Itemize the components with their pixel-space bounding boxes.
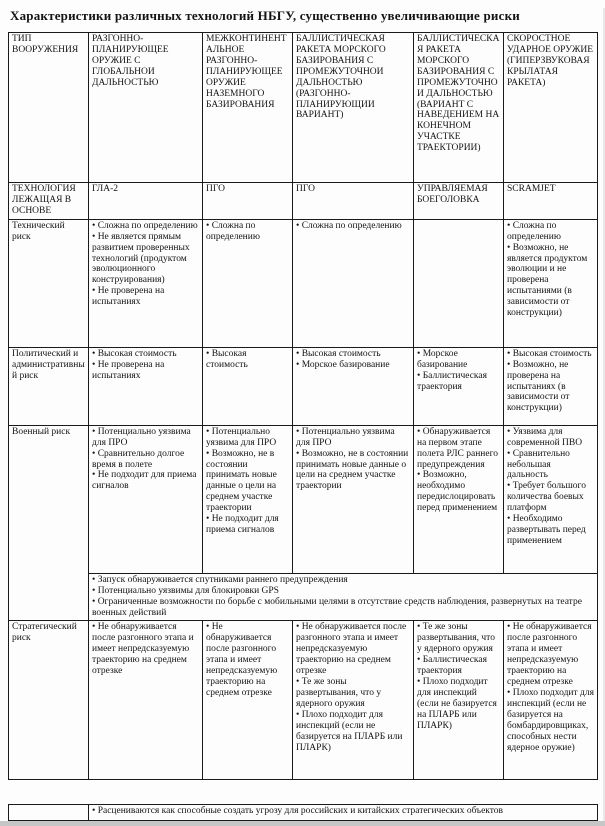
cell-technical-risk-2	[203, 219, 293, 347]
footer-note-cell	[89, 805, 598, 821]
strategic-risk-row	[9, 621, 598, 780]
bullet-item: • Необходимо развертывать перед применением	[507, 514, 586, 546]
technical-risk-row	[9, 219, 598, 347]
bullet-item: • Высокая стоимость	[92, 348, 177, 359]
political-risk-row	[9, 347, 598, 425]
cell-strategic-risk-3	[293, 621, 414, 780]
bullet-item: • Высокая стоимость	[296, 348, 381, 359]
page-bottom-edge	[0, 821, 605, 826]
bullet-item: • Возможно, не является продуктом эволюции и не проверена испытаниями (в зависимости от конструкции)	[507, 242, 588, 319]
bullet-item: • Потенциально уязвима для ПРО	[206, 426, 277, 448]
cell-political-risk-3	[293, 347, 414, 425]
row-label-strategic-risk: Стратегический риск	[9, 621, 89, 780]
bullet-item: • Плохо подходит для инспекций (если не базируется на бомбардировщиках, способных нести ядерное оружие)	[507, 687, 594, 753]
bullet-item: • Потенциально уязвима для ПРО	[296, 426, 395, 448]
bullet-item: • Не обнаруживается после разгонного этапа и имеет непредсказуемую траекторию на среднем отрезке	[507, 622, 592, 688]
footer-note-row	[9, 805, 598, 821]
bullet-item: • Сравнительно небольшая дальность	[507, 448, 570, 481]
bullet-item: • Баллистическая траектория	[417, 370, 487, 392]
cell-strategic-risk-5	[504, 621, 598, 780]
military-risk-shared-row	[9, 573, 598, 621]
cell-technology-1: ГЛА-2	[89, 183, 203, 220]
bullet-item: • Потенциально уязвимы для блокировки GPS	[92, 585, 279, 596]
bullet-item: • Высокая стоимость	[507, 348, 592, 359]
bullet-item: • Сравнительно долгое время в полете	[92, 448, 185, 470]
cell-military-risk-4	[414, 425, 504, 573]
bullet-item: • Не обнаруживается после разгонного этапа и имеет непредсказуемую траекторию на среднем отрезке	[296, 622, 407, 677]
row-label-technical-risk: Технический риск	[9, 219, 89, 347]
cell-technical-risk-5	[504, 219, 598, 347]
footer-empty-cell	[9, 805, 89, 821]
bullet-item: • Сложна по определению	[206, 220, 260, 242]
row-label-technology: ТЕХНОЛОГИЯ ЛЕЖАЩАЯ В ОСНОВЕ	[9, 183, 89, 220]
cell-military-risk-3	[293, 425, 414, 573]
bullet-item: • Возможно, необходимо передислоцировать перед применением	[417, 470, 498, 514]
bullet-item: • Уязвима для современной ПВО	[507, 426, 583, 448]
bullet-item: • Баллистическая траектория	[417, 655, 487, 677]
cell-political-risk-2	[203, 347, 293, 425]
bullet-item: • Не проверена на испытаниях	[92, 286, 165, 308]
cell-technical-risk-1	[89, 219, 203, 347]
bullet-item: • Морское базирование	[417, 348, 468, 370]
cell-technology-4: УПРАВЛЯЕМАЯ БОЕГОЛОВКА	[414, 183, 504, 220]
row-label-political-risk: Политический и административный риск	[9, 347, 89, 425]
bullet-item: • Плохо подходит для инспекций (если не базируется на ПЛАРБ или ПЛАРК)	[296, 709, 403, 753]
bullet-item: • Возможно, не проверена на испытаниях (в зависимости от конструкции)	[507, 359, 570, 414]
cell-strategic-risk-4	[414, 621, 504, 780]
risk-characteristics-table	[8, 32, 598, 780]
bullet-item: • Те же зоны развертывания, что у ядерного оружия	[296, 677, 382, 709]
bullet-item: • Запуск обнаруживается спутниками раннего предупреждения	[92, 574, 348, 585]
bullet-item: • Расцениваются как способные создать угрозу для российских и китайских стратегических объектов	[92, 806, 504, 816]
bullet-item: • Обнаруживается на первом этапе полета РЛС раннего предупреждения	[417, 426, 499, 470]
bullet-item: • Потенциально уязвима для ПРО	[92, 426, 191, 448]
cell-political-risk-4	[414, 347, 504, 425]
cell-military-risk-shared	[89, 573, 598, 621]
bullet-item: • Возможно, не в состоянии принимать новые данные о цели на среднем участке траектории	[206, 448, 277, 514]
cell-political-risk-1	[89, 347, 203, 425]
col-header-weapon-1: РАЗГОННО-ПЛАНИРУЮЩЕЕ ОРУЖИЕ С ГЛОБАЛЬНОИ ДАЛЬНОСТЬЮ	[89, 33, 203, 183]
row-label-military-risk: Военный риск	[9, 425, 89, 621]
bullet-item: • Сложна по определению	[296, 220, 402, 231]
bullet-item: • Требует большого количества боевых платформ	[507, 481, 586, 514]
cell-technology-5: SCRAMJET	[504, 183, 598, 220]
bullet-item: • Ограниченные возможности по борьбе с мобильными целями в отсутствие средств наблюдения, развернутых на театре военных действий	[92, 596, 582, 618]
col-header-weapon-5: СКОРОСТНОЕ УДАРНОЕ ОРУЖИЕ (ГИПЕРЗВУКОВАЯ КРЫЛАТАЯ РАКЕТА)	[504, 33, 598, 183]
bullet-item: • Те же зоны развертывания, что у ядерного оружия	[417, 622, 495, 655]
document-page	[0, 8, 605, 816]
cell-political-risk-5	[504, 347, 598, 425]
document-title: Характеристики различных технологий НБГУ, существенно увеличивающие риски	[10, 8, 520, 23]
cell-strategic-risk-1	[89, 621, 203, 780]
footer-note-table	[8, 804, 598, 821]
technology-row	[9, 183, 598, 220]
bullet-item: • Не подходит для приема сигналов	[206, 514, 279, 536]
bullet-item: • Не проверена на испытаниях	[92, 359, 165, 381]
bullet-item: • Плохо подходит для инспекций (если не базируется на ПЛАРБ или ПЛАРК)	[417, 677, 497, 731]
cell-technology-2: ПГО	[203, 183, 293, 220]
bullet-item: • Сложна по определению	[92, 220, 198, 231]
col-header-weapon-3: БАЛЛИСТИЧЕСКАЯ РАКЕТА МОРСКОГО БАЗИРОВАНИЯ С ПРОМЕЖУТОЧНОИ ДАЛЬНОСТЬЮ (РАЗГОННО-ПЛАНИРУЮЩИИ ВАРИАНТ)	[293, 33, 414, 183]
col-header-weapon-type: ТИП ВООРУЖЕНИЯ	[9, 33, 89, 183]
military-risk-row	[9, 425, 598, 573]
bullet-item: • Не подходит для приема сигналов	[92, 470, 197, 492]
cell-technical-risk-4	[414, 219, 504, 347]
cell-military-risk-1	[89, 425, 203, 573]
bullet-item: • Высокая стоимость	[206, 348, 248, 370]
header-row	[9, 33, 598, 183]
bullet-item: • Сложна по определению	[507, 220, 561, 242]
bullet-item: • Морское базирование	[296, 359, 390, 370]
bullet-item: • Не является прямым развитием проверенных технологий (продуктом эволюционного конструирования)	[92, 231, 190, 286]
bullet-item: • Не обнаруживается после разгонного этапа и имеет непредсказуемую траекторию на среднем отрезке	[92, 622, 194, 677]
cell-military-risk-2	[203, 425, 293, 573]
bullet-item: • Возможно, не в состоянии принимать новые данные о цели на среднем участке траектории	[296, 448, 409, 492]
col-header-weapon-4: БАЛЛИСТИЧЕСКАЯ РАКЕТА МОРСКОГО БАЗИРОВАНИЯ С ПРОМЕЖУТОЧНОИ ДАЛЬНОСТЬЮ (ВАРИАНТ С НАВЕДЕНИЕМ НА КОНЕЧНОМ УЧАСТКЕ ТРАЕКТОРИИ)	[414, 33, 504, 183]
cell-technical-risk-3	[293, 219, 414, 347]
cell-technology-3: ПГО	[293, 183, 414, 220]
cell-strategic-risk-2	[203, 621, 293, 780]
col-header-weapon-2: МЕЖКОНТИНЕНТАЛЬНОЕ РАЗГОННО-ПЛАНИРУЮЩЕЕ ОРУЖИЕ НАЗЕМНОГО БАЗИРОВАНИЯ	[203, 33, 293, 183]
cell-military-risk-5	[504, 425, 598, 573]
bullet-item: • Не обнаруживается после разгонного этапа и имеет непредсказуемую траекторию на среднем отрезке	[206, 622, 278, 698]
